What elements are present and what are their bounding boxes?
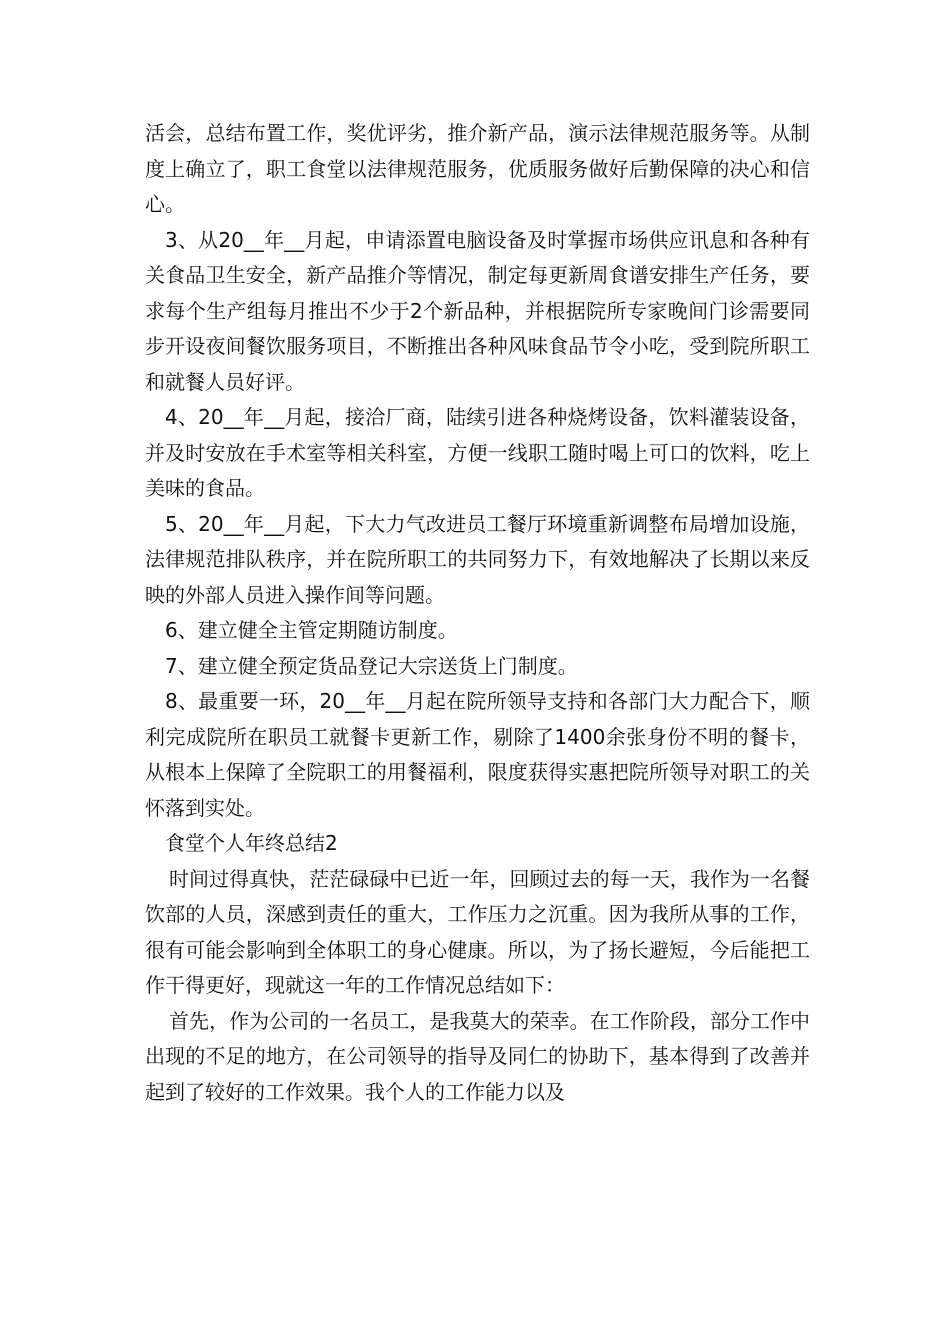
paragraph-continuation: 活会，总结布置工作，奖优评劣，推介新产品，演示法律规范服务等。从制度上确立了，职工食堂以法律规范服务，优质服务做好后勤保障的决心和信心。 — [145, 121, 810, 216]
paragraph-item-6: 6、建立健全主管定期随访制度。 — [165, 618, 458, 642]
paragraph-item-7: 7、建立健全预定货品登记大宗送货上门制度。 — [165, 653, 578, 678]
paragraph-item-5: 5、20__年__月起，下大力气改进员工餐厅环境重新调整布局增加设施，法律规范排队秩序，并在院所职工的共同努力下，有效地解决了长期以来反映的外部人员进入操作间等问题。 — [145, 511, 810, 607]
paragraph-item-4: 4、20__年__月起，接洽厂商，陆续引进各种烧烤设备，饮料灌装设备，并及时安放在手术室等相关科室，方便一线职工随时喝上可口的饮料，吃上美味的食品。 — [145, 405, 810, 500]
paragraph-item-8: 8、最重要一环，20__年__月起在院所领导支持和各部门大力配合下，顺利完成院所在职员工就餐卡更新工作，剔除了1400余张身份不明的餐卡，从根本上保障了全院职工的用餐福利，限度获得实惠把院所领导对职工的关怀落到实处。 — [145, 689, 810, 820]
paragraph-first: 首先，作为公司的一名员工，是我莫大的荣幸。在工作阶段，部分工作中出现的不足的地方，在公司领导的指导及同仁的协助下，基本得到了改善并起到了较好的工作效果。我个人的工作能力以及 — [145, 1008, 810, 1104]
document-body — [145, 116, 810, 1110]
section-heading: 食堂个人年终总结2 — [165, 831, 338, 855]
paragraph-intro: 时间过得真快，茫茫碌碌中已近一年，回顾过去的每一天，我作为一名餐饮部的人员，深感到责任的重大，工作压力之沉重。因为我所从事的工作，很有可能会影响到全体职工的身心健康。所以，为了扬长避短，今后能把工作干得更好，现就这一年的工作情况总结如下： — [145, 866, 810, 997]
paragraph-item-3: 3、从20__年__月起，申请添置电脑设备及时掌握市场供应讯息和各种有关食品卫生安全，新产品推介等情况，制定每更新周食谱安排生产任务，要求每个生产组每月推出不少于2个新品种，并根据院所专家晚间门诊需要同步开设夜间餐饮服务项目，不断推出各种风味食品节令小吃，受到院所职工和就餐人员好评。 — [145, 227, 810, 394]
